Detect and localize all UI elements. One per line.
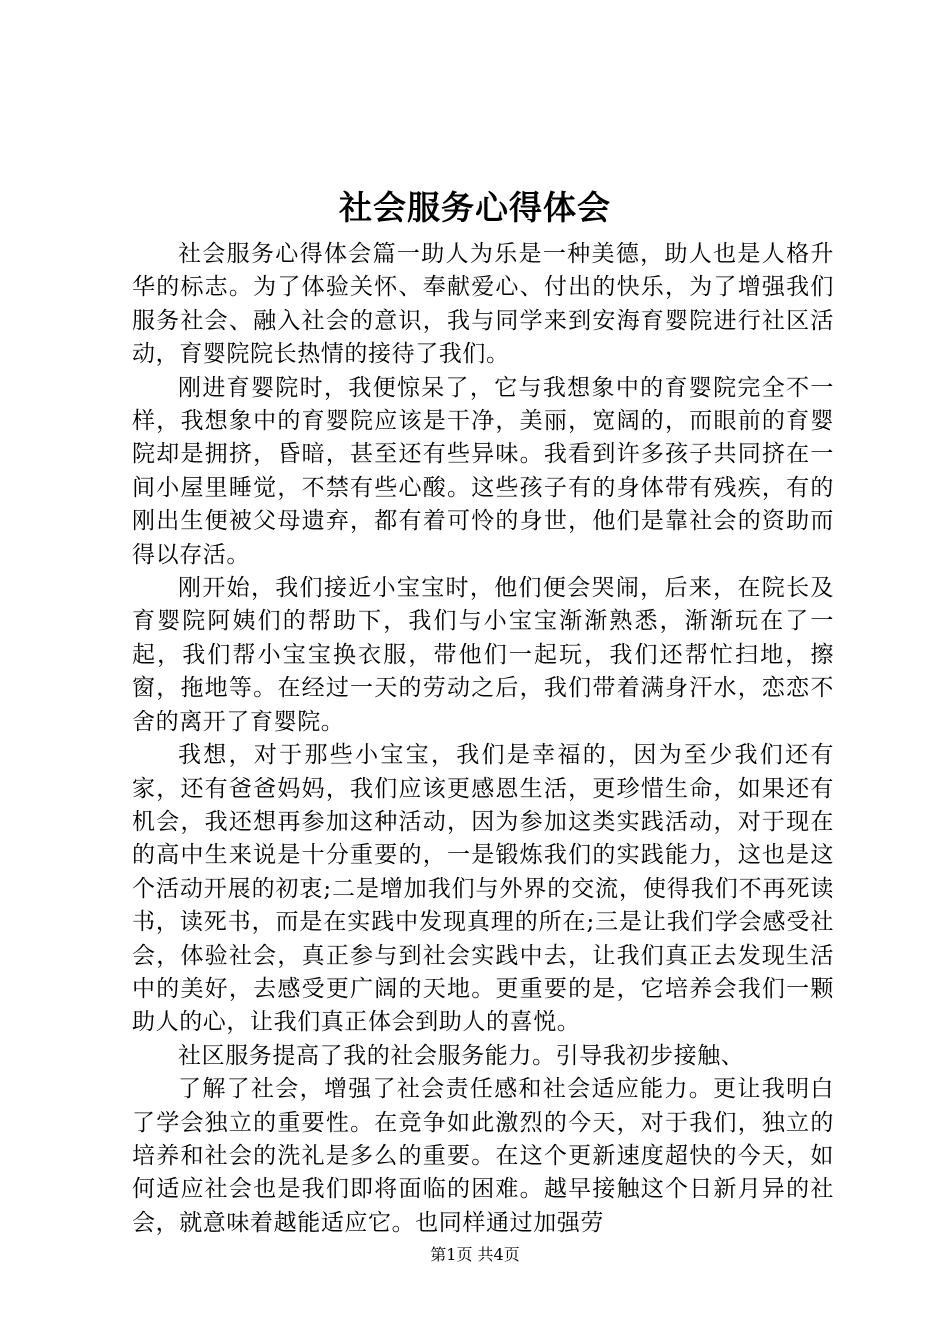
document-body: [132, 238, 834, 1240]
paragraph-2: 刚进育婴院时，我便惊呆了，它与我想象中的育婴院完全不一样，我想象中的育婴院应该是干净，美丽，宽阔的，而眼前的育婴院却是拥挤，昏暗，甚至还有些异味。我看到许多孩子共同挤在一间小屋里睡觉，不禁有些心酸。这些孩子有的身体带有残疾，有的刚出生便被父母遗弃，都有着可怜的身世，他们是靠社会的资助而得以存活。: [132, 374, 834, 568]
paragraph-6: 了解了社会，增强了社会责任感和社会适应能力。更让我明白了学会独立的重要性。在竞争如此激烈的今天，对于我们，独立的培养和社会的洗礼是多么的重要。在这个更新速度超快的今天，如何适应社会也是我们即将面临的困难。越早接触这个日新月异的社会，就意味着越能适应它。也同样通过加强劳: [132, 1076, 834, 1236]
document-title: 社会服务心得体会: [339, 188, 611, 227]
paragraph-1: 社会服务心得体会篇一助人为乐是一种美德，助人也是人格升华的标志。为了体验关怀、奉献爱心、付出的快乐，为了增强我们服务社会、融入社会的意识，我与同学来到安海育婴院进行社区活动，育婴院院长热情的接待了我们。: [132, 241, 834, 368]
paragraph-3: 刚开始，我们接近小宝宝时，他们便会哭闹，后来，在院长及育婴院阿姨们的帮助下，我们与小宝宝渐渐熟悉，渐渐玩在了一起，我们帮小宝宝换衣服，带他们一起玩，我们还帮忙扫地，擦窗，拖地等。在经过一天的劳动之后，我们带着满身汗水，恋恋不舍的离开了育婴院。: [132, 575, 834, 735]
paragraph-5: 社区服务提高了我的社会服务能力。引导我初步接触、: [178, 1042, 745, 1069]
page-number-footer: 第1页 共4页: [430, 1245, 520, 1264]
paragraph-4: 我想，对于那些小宝宝，我们是幸福的，因为至少我们还有家，还有爸爸妈妈，我们应该更感恩生活，更珍惜生命，如果还有机会，我还想再参加这种活动，因为参加这类实践活动，对于现在的高中生来说是十分重要的，一是锻炼我们的实践能力，这也是这个活动开展的初衷;二是增加我们与外界的交流，使得我们不再死读书，读死书，而是在实践中发现真理的所在;三是让我们学会感受社会，体验社会，真正参与到社会实践中去，让我们真正去发现生活中的美好，去感受更广阔的天地。更重要的是，它培养会我们一颗助人的心，让我们真正体会到助人的喜悦。: [132, 742, 834, 1036]
